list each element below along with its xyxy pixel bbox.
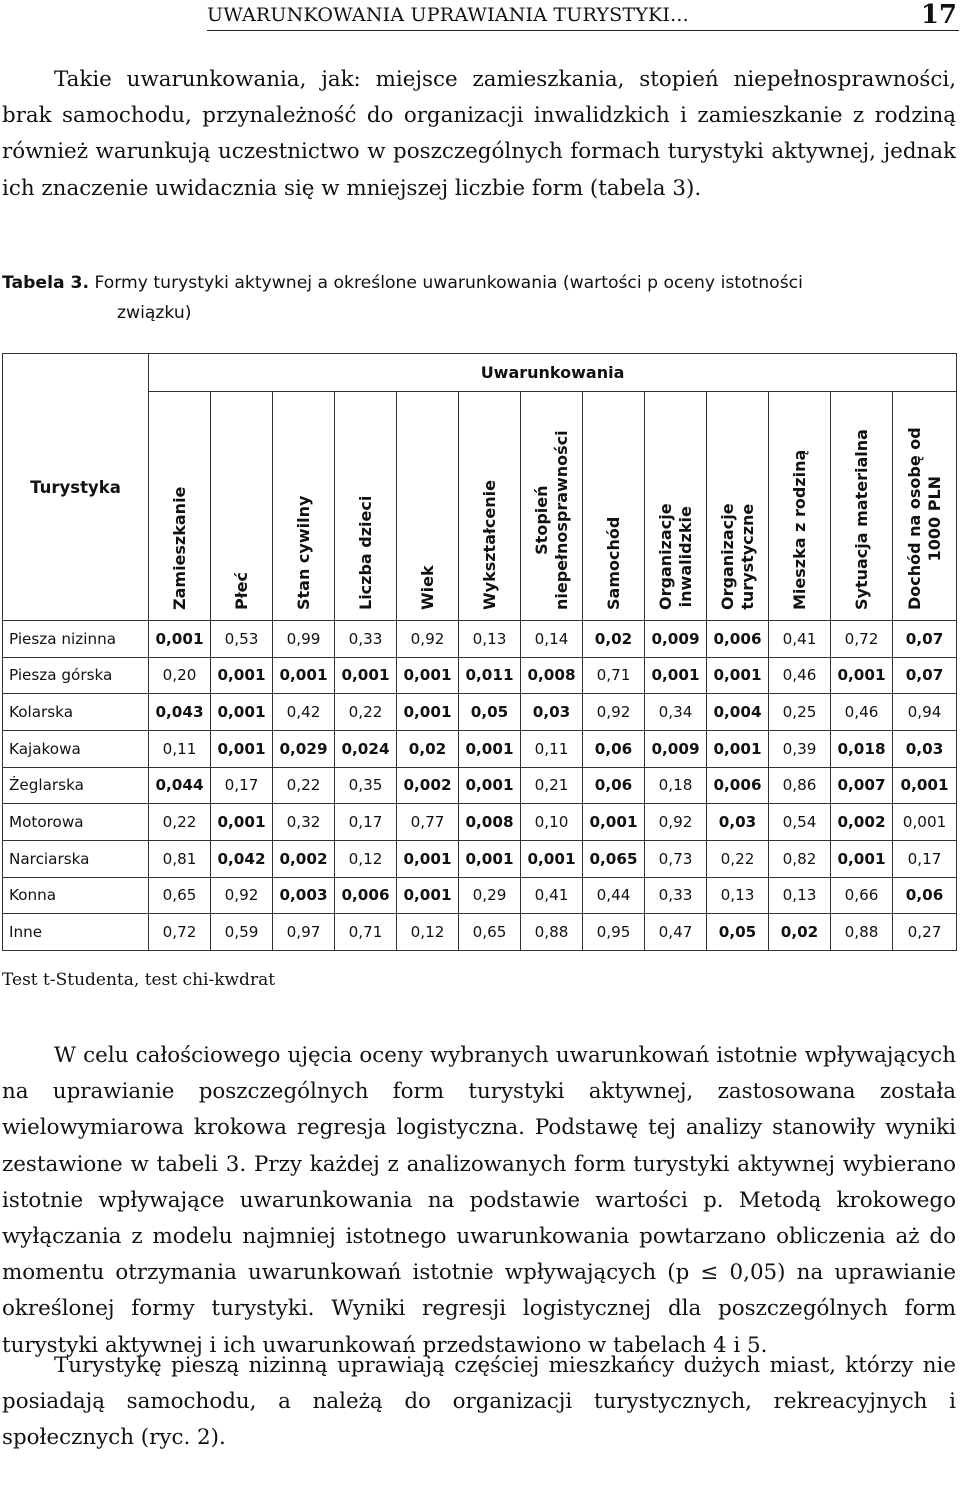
table-caption bbox=[2, 268, 956, 328]
table-row bbox=[3, 767, 957, 804]
table-cell: 0,029 bbox=[273, 730, 335, 767]
table-footnote: Test t-Studenta, test chi-kwdrat bbox=[2, 970, 276, 990]
column-header-line: turystyczne bbox=[737, 503, 757, 610]
table-cell: 0,22 bbox=[335, 694, 397, 731]
column-header-line: Organizacje bbox=[717, 503, 737, 610]
table-cell: 0,001 bbox=[459, 767, 521, 804]
table-cell: 0,001 bbox=[149, 621, 211, 658]
table-cell: 0,02 bbox=[769, 914, 831, 951]
table-cell: 0,77 bbox=[397, 804, 459, 841]
column-header-label bbox=[232, 572, 252, 610]
table-cell: 0,02 bbox=[397, 730, 459, 767]
column-header bbox=[211, 392, 273, 621]
table-cell: 0,006 bbox=[707, 767, 769, 804]
row-label: Kolarska bbox=[3, 694, 149, 731]
column-header-label bbox=[418, 565, 438, 610]
table-cell: 0,001 bbox=[893, 804, 957, 841]
group-header-uwarunkowania: Uwarunkowania bbox=[149, 354, 957, 392]
table-cell: 0,92 bbox=[397, 621, 459, 658]
table-cell: 0,001 bbox=[211, 804, 273, 841]
column-header-line: Wiek bbox=[417, 565, 437, 610]
table-cell: 0,06 bbox=[893, 877, 957, 914]
table-cell: 0,03 bbox=[707, 804, 769, 841]
table-cell: 0,004 bbox=[707, 694, 769, 731]
column-header-line: niepełnosprawności bbox=[551, 430, 571, 610]
table-cell: 0,88 bbox=[521, 914, 583, 951]
row-label: Żeglarska bbox=[3, 767, 149, 804]
column-header-line: Liczba dzieci bbox=[355, 495, 375, 610]
table-cell: 0,07 bbox=[893, 657, 957, 694]
table-cell: 0,82 bbox=[769, 840, 831, 877]
table-cell: 0,07 bbox=[893, 621, 957, 658]
table-cell: 0,13 bbox=[707, 877, 769, 914]
row-header-turystyka: Turystyka bbox=[3, 354, 149, 621]
table-cell: 0,54 bbox=[769, 804, 831, 841]
table-cell: 0,25 bbox=[769, 694, 831, 731]
table-caption-text: Formy turystyki aktywnej a określone uwarunkowania (wartości p oceny istotności bbox=[94, 273, 803, 293]
table-cell: 0,001 bbox=[521, 840, 583, 877]
column-header-label bbox=[294, 496, 314, 610]
table-cell: 0,044 bbox=[149, 767, 211, 804]
row-label: Motorowa bbox=[3, 804, 149, 841]
column-header-line: Dochód na osobę od bbox=[904, 427, 924, 610]
table-cell: 0,001 bbox=[583, 804, 645, 841]
table-cell: 0,009 bbox=[645, 621, 707, 658]
paragraph-3 bbox=[2, 1348, 956, 1457]
column-header-label bbox=[480, 480, 500, 610]
table-cell: 0,42 bbox=[273, 694, 335, 731]
table-cell: 0,53 bbox=[211, 621, 273, 658]
paragraph-2-text: W celu całościowego ujęcia oceny wybranych uwarunkowań istotnie wpływających na uprawianie poszczególnych form turystyki aktywnej, zastosowana została wielowymiarowa krokowa regresja logistyczna. Podstawę tej analizy stanowiły wyniki zestawione w tabeli 3. Przy każdej z analizowanych form turystyki aktywnej wybierano istotnie wpływające uwarunkowania na podstawie wartości p. Metodą krokowego wyłączania z modelu najmniej istotnego uwarunkowania powtarzano obliczenia aż do momentu otrzymania uwarunkowań istotnie wpływających (p ≤ 0,05) na uprawianie określonej formy turystyki. Wyniki regresji logistycznej dla poszczególnych form turystyki aktywnej i ich uwarunkowań przedstawiono w tabelach 4 i 5. bbox=[2, 1043, 956, 1358]
table-cell: 0,001 bbox=[459, 730, 521, 767]
column-header bbox=[149, 392, 211, 621]
table-cell: 0,001 bbox=[335, 657, 397, 694]
table-cell: 0,001 bbox=[459, 840, 521, 877]
table-row bbox=[3, 621, 957, 658]
table-cell: 0,22 bbox=[707, 840, 769, 877]
table-cell: 0,46 bbox=[769, 657, 831, 694]
table-cell: 0,17 bbox=[335, 804, 397, 841]
table-cell: 0,03 bbox=[521, 694, 583, 731]
table-cell: 0,17 bbox=[211, 767, 273, 804]
table-cell: 0,20 bbox=[149, 657, 211, 694]
table-cell: 0,34 bbox=[645, 694, 707, 731]
table-cell: 0,92 bbox=[583, 694, 645, 731]
table-cell: 0,018 bbox=[831, 730, 893, 767]
table-cell: 0,12 bbox=[335, 840, 397, 877]
table-cell: 0,001 bbox=[397, 877, 459, 914]
table-cell: 0,92 bbox=[645, 804, 707, 841]
column-header-line: Mieszka z rodziną bbox=[789, 449, 809, 610]
table-row bbox=[3, 914, 957, 951]
column-header-line: Płeć bbox=[231, 572, 251, 610]
column-header bbox=[273, 392, 335, 621]
column-header-label bbox=[532, 430, 572, 610]
column-header bbox=[335, 392, 397, 621]
paragraph-3-text: Turystykę pieszą nizinną uprawiają częściej mieszkańcy dużych miast, którzy nie posiadają samochodu, a należą do organizacji turystycznych, rekreacyjnych i społecznych (ryc. 2). bbox=[2, 1353, 956, 1451]
column-header-label bbox=[718, 503, 758, 610]
table-cell: 0,33 bbox=[335, 621, 397, 658]
column-header bbox=[521, 392, 583, 621]
column-header bbox=[831, 392, 893, 621]
table-cell: 0,21 bbox=[521, 767, 583, 804]
table-cell: 0,71 bbox=[335, 914, 397, 951]
intro-paragraph-text: Takie uwarunkowania, jak: miejsce zamieszkania, stopień niepełnosprawności, brak samochodu, przynależność do organizacji inwalidzkich i zamieszkanie z rodziną również warunkują uczestnictwo w poszczególnych formach turystyki aktywnej, jednak ich znaczenie uwidacznia się w mniejszej liczbie form (tabela 3). bbox=[2, 67, 956, 201]
table-cell: 0,29 bbox=[459, 877, 521, 914]
table-cell: 0,001 bbox=[707, 730, 769, 767]
table-row bbox=[3, 804, 957, 841]
table-cell: 0,47 bbox=[645, 914, 707, 951]
column-header-label bbox=[790, 450, 810, 610]
table-cell: 0,13 bbox=[769, 877, 831, 914]
table-cell: 0,86 bbox=[769, 767, 831, 804]
intro-paragraph bbox=[2, 62, 956, 207]
column-header-label bbox=[852, 429, 872, 610]
running-header bbox=[207, 2, 959, 31]
table-cell: 0,11 bbox=[521, 730, 583, 767]
table-cell: 0,14 bbox=[521, 621, 583, 658]
table-cell: 0,001 bbox=[831, 840, 893, 877]
table-cell: 0,006 bbox=[335, 877, 397, 914]
table-cell: 0,001 bbox=[397, 694, 459, 731]
table-cell: 0,008 bbox=[459, 804, 521, 841]
column-header-label bbox=[905, 427, 945, 610]
table-row bbox=[3, 657, 957, 694]
table-cell: 0,05 bbox=[707, 914, 769, 951]
column-header-line: Stan cywilny bbox=[293, 495, 313, 610]
column-header-line: Organizacje bbox=[655, 503, 675, 610]
table-cell: 0,001 bbox=[211, 730, 273, 767]
table-row bbox=[3, 840, 957, 877]
data-table bbox=[2, 353, 957, 951]
table-caption-continuation: związku) bbox=[117, 303, 192, 323]
table-cell: 0,001 bbox=[211, 657, 273, 694]
table-cell: 0,22 bbox=[273, 767, 335, 804]
table-cell: 0,13 bbox=[459, 621, 521, 658]
running-title: UWARUNKOWANIA UPRAWIANIA TURYSTYKI... bbox=[207, 4, 689, 26]
row-label: Kajakowa bbox=[3, 730, 149, 767]
table-cell: 0,12 bbox=[397, 914, 459, 951]
column-header-line: inwalidzkie bbox=[675, 506, 695, 608]
table-cell: 0,001 bbox=[273, 657, 335, 694]
table-cell: 0,06 bbox=[583, 730, 645, 767]
table-cell: 0,043 bbox=[149, 694, 211, 731]
table-cell: 0,065 bbox=[583, 840, 645, 877]
column-header-line: Sytuacja materialna bbox=[851, 429, 871, 610]
row-label: Piesza górska bbox=[3, 657, 149, 694]
row-label: Inne bbox=[3, 914, 149, 951]
table-cell: 0,002 bbox=[273, 840, 335, 877]
table-cell: 0,72 bbox=[149, 914, 211, 951]
table-cell: 0,10 bbox=[521, 804, 583, 841]
table-cell: 0,18 bbox=[645, 767, 707, 804]
column-header-line: Zamieszkanie bbox=[169, 486, 189, 610]
table-cell: 0,35 bbox=[335, 767, 397, 804]
table-cell: 0,46 bbox=[831, 694, 893, 731]
table-cell: 0,81 bbox=[149, 840, 211, 877]
table-cell: 0,11 bbox=[149, 730, 211, 767]
table-cell: 0,002 bbox=[831, 804, 893, 841]
table-cell: 0,72 bbox=[831, 621, 893, 658]
table-cell: 0,59 bbox=[211, 914, 273, 951]
table-cell: 0,001 bbox=[893, 767, 957, 804]
table-cell: 0,06 bbox=[583, 767, 645, 804]
table-cell: 0,99 bbox=[273, 621, 335, 658]
column-header-label bbox=[604, 517, 624, 610]
column-header bbox=[707, 392, 769, 621]
column-header-line: Stopień bbox=[531, 485, 551, 555]
table-cell: 0,17 bbox=[893, 840, 957, 877]
table-cell: 0,73 bbox=[645, 840, 707, 877]
column-header-label bbox=[356, 496, 376, 610]
table-cell: 0,92 bbox=[211, 877, 273, 914]
table-cell: 0,003 bbox=[273, 877, 335, 914]
table-cell: 0,001 bbox=[707, 657, 769, 694]
table-body bbox=[3, 621, 957, 951]
table-cell: 0,65 bbox=[459, 914, 521, 951]
table-cell: 0,94 bbox=[893, 694, 957, 731]
table-cell: 0,001 bbox=[397, 657, 459, 694]
table-row bbox=[3, 730, 957, 767]
table-cell: 0,32 bbox=[273, 804, 335, 841]
table-row bbox=[3, 694, 957, 731]
column-header bbox=[645, 392, 707, 621]
table-cell: 0,22 bbox=[149, 804, 211, 841]
table-cell: 0,011 bbox=[459, 657, 521, 694]
table-cell: 0,95 bbox=[583, 914, 645, 951]
table-cell: 0,024 bbox=[335, 730, 397, 767]
column-header-line: Samochód bbox=[603, 516, 623, 610]
column-header-line: Wykształcenie bbox=[479, 480, 499, 610]
table-cell: 0,41 bbox=[769, 621, 831, 658]
column-header bbox=[769, 392, 831, 621]
table-row bbox=[3, 877, 957, 914]
table-cell: 0,02 bbox=[583, 621, 645, 658]
table-caption-label: Tabela 3. bbox=[2, 273, 90, 293]
table-cell: 0,001 bbox=[645, 657, 707, 694]
column-header-line: 1000 PLN bbox=[924, 475, 944, 562]
table-cell: 0,03 bbox=[893, 730, 957, 767]
table-cell: 0,65 bbox=[149, 877, 211, 914]
column-header bbox=[459, 392, 521, 621]
table-cell: 0,44 bbox=[583, 877, 645, 914]
table-cell: 0,007 bbox=[831, 767, 893, 804]
paragraph-2 bbox=[2, 1038, 956, 1364]
table-cell: 0,008 bbox=[521, 657, 583, 694]
row-label: Piesza nizinna bbox=[3, 621, 149, 658]
table-cell: 0,002 bbox=[397, 767, 459, 804]
table-cell: 0,33 bbox=[645, 877, 707, 914]
column-header-label bbox=[656, 503, 696, 610]
column-header bbox=[583, 392, 645, 621]
table-cell: 0,05 bbox=[459, 694, 521, 731]
table-cell: 0,009 bbox=[645, 730, 707, 767]
table-cell: 0,006 bbox=[707, 621, 769, 658]
table-cell: 0,66 bbox=[831, 877, 893, 914]
table-cell: 0,71 bbox=[583, 657, 645, 694]
table-cell: 0,97 bbox=[273, 914, 335, 951]
column-header bbox=[397, 392, 459, 621]
table-cell: 0,41 bbox=[521, 877, 583, 914]
table-cell: 0,88 bbox=[831, 914, 893, 951]
column-header bbox=[893, 392, 957, 621]
row-label: Narciarska bbox=[3, 840, 149, 877]
page-number: 17 bbox=[920, 0, 957, 30]
table-cell: 0,001 bbox=[211, 694, 273, 731]
row-label: Konna bbox=[3, 877, 149, 914]
table-cell: 0,39 bbox=[769, 730, 831, 767]
table-cell: 0,042 bbox=[211, 840, 273, 877]
table-cell: 0,001 bbox=[397, 840, 459, 877]
table-cell: 0,001 bbox=[831, 657, 893, 694]
column-header-label bbox=[170, 487, 190, 610]
table-cell: 0,27 bbox=[893, 914, 957, 951]
